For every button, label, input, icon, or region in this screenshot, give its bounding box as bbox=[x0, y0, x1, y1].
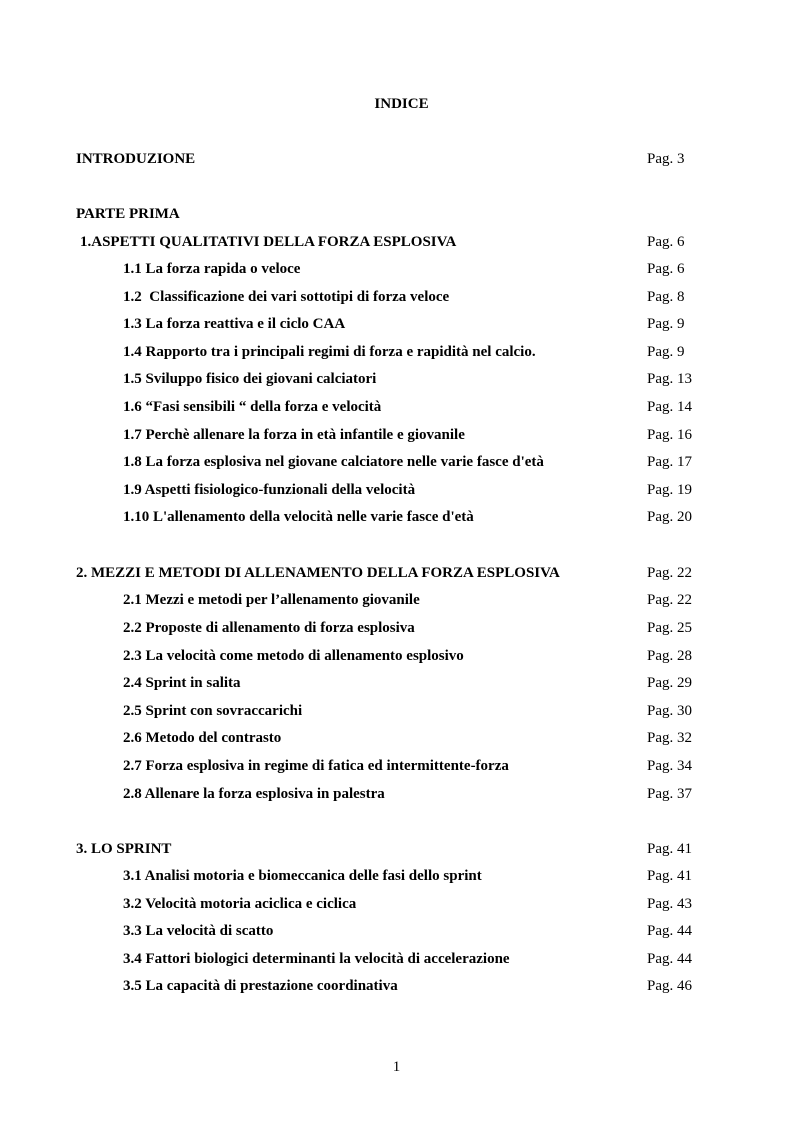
toc-entry-page: Pag. 43 bbox=[647, 896, 692, 912]
toc-entry-page: Pag. 32 bbox=[647, 730, 692, 746]
toc-entry-3-2 bbox=[0, 894, 793, 914]
toc-entry-2-7 bbox=[0, 756, 793, 776]
toc-entry-label: 1.9 Aspetti fisiologico-funzionali della velocità bbox=[123, 482, 416, 498]
toc-entry-3-4 bbox=[0, 949, 793, 969]
toc-entry-page: Pag. 41 bbox=[647, 868, 692, 884]
toc-entry-page: Pag. 13 bbox=[647, 371, 692, 387]
toc-entry-page: Pag. 46 bbox=[647, 978, 692, 994]
toc-entry-page: Pag. 37 bbox=[647, 786, 692, 802]
toc-entry-label: PARTE PRIMA bbox=[76, 206, 180, 222]
toc-entry-label: 2.5 Sprint con sovraccarichi bbox=[123, 703, 303, 719]
toc-entry-page: Pag. 9 bbox=[647, 316, 685, 332]
toc-entry-label: 1.6 “Fasi sensibili “ della forza e velocità bbox=[123, 399, 382, 415]
toc-entry-page: Pag. 16 bbox=[647, 427, 692, 443]
toc-entry-page: Pag. 6 bbox=[647, 234, 685, 250]
toc-entry-label: 1.2 Classificazione dei vari sottotipi di forza veloce bbox=[123, 289, 450, 305]
toc-entry-3-3 bbox=[0, 921, 793, 941]
toc-entry-parte-prima bbox=[0, 204, 793, 224]
toc-entry-page: Pag. 8 bbox=[647, 289, 685, 305]
toc-entry-chapter-1 bbox=[0, 232, 793, 252]
toc-entry-2-1 bbox=[0, 590, 793, 610]
toc-entry-2-6 bbox=[0, 728, 793, 748]
toc-entry-page: Pag. 22 bbox=[647, 592, 692, 608]
toc-entry-label: 3. LO SPRINT bbox=[76, 841, 172, 857]
toc-entry-label: 1.7 Perchè allenare la forza in età infantile e giovanile bbox=[123, 427, 465, 443]
toc-entry-1-4 bbox=[0, 342, 793, 362]
toc-entry-chapter-3 bbox=[0, 839, 793, 859]
toc-entry-1-2 bbox=[0, 287, 793, 307]
toc-entry-page: Pag. 9 bbox=[647, 344, 685, 360]
toc-entry-page: Pag. 6 bbox=[647, 261, 685, 277]
toc-entry-2-5 bbox=[0, 701, 793, 721]
toc-entry-label: 2.4 Sprint in salita bbox=[123, 675, 241, 691]
toc-entry-label: 3.4 Fattori biologici determinanti la velocità di accelerazione bbox=[123, 951, 510, 967]
toc-entry-label: 1.10 L'allenamento della velocità nelle varie fasce d'età bbox=[123, 509, 474, 525]
page-number: 1 bbox=[392, 1059, 401, 1075]
toc-entry-page: Pag. 14 bbox=[647, 399, 692, 415]
toc-entry-label: 3.3 La velocità di scatto bbox=[123, 923, 274, 939]
toc-entry-label: 2. MEZZI E METODI DI ALLENAMENTO DELLA FORZA ESPLOSIVA bbox=[76, 565, 560, 581]
toc-entry-page: Pag. 29 bbox=[647, 675, 692, 691]
toc-entry-2-3 bbox=[0, 646, 793, 666]
toc-entry-page: Pag. 41 bbox=[647, 841, 692, 857]
toc-entry-page: Pag. 22 bbox=[647, 565, 692, 581]
toc-entry-1-1 bbox=[0, 259, 793, 279]
toc-entry-label: 1.5 Sviluppo fisico dei giovani calciatori bbox=[123, 371, 377, 387]
toc-entry-label: INTRODUZIONE bbox=[76, 151, 196, 167]
toc-entry-page: Pag. 34 bbox=[647, 758, 692, 774]
toc-entry-label: 2.7 Forza esplosiva in regime di fatica ed intermittente-forza bbox=[123, 758, 509, 774]
toc-entry-page: Pag. 28 bbox=[647, 648, 692, 664]
toc-entry-3-5 bbox=[0, 976, 793, 996]
toc-entry-chapter-2 bbox=[0, 563, 793, 583]
toc-entry-page: Pag. 30 bbox=[647, 703, 692, 719]
toc-entry-introduzione bbox=[0, 149, 793, 169]
toc-entry-page: Pag. 44 bbox=[647, 923, 692, 939]
toc-entry-label: 3.1 Analisi motoria e biomeccanica delle fasi dello sprint bbox=[123, 868, 482, 884]
toc-entry-page: Pag. 19 bbox=[647, 482, 692, 498]
toc-entry-label: 1.1 La forza rapida o veloce bbox=[123, 261, 301, 277]
toc-entry-1-5 bbox=[0, 369, 793, 389]
toc-entry-page: Pag. 20 bbox=[647, 509, 692, 525]
toc-entry-label: 1.4 Rapporto tra i principali regimi di forza e rapidità nel calcio. bbox=[123, 344, 536, 360]
toc-entry-label: 2.6 Metodo del contrasto bbox=[123, 730, 282, 746]
toc-entry-2-2 bbox=[0, 618, 793, 638]
toc-entry-1-7 bbox=[0, 425, 793, 445]
toc-entry-label: 1.3 La forza reattiva e il ciclo CAA bbox=[123, 316, 346, 332]
page-title: INDICE bbox=[374, 96, 429, 112]
toc-entry-1-3 bbox=[0, 314, 793, 334]
toc-entry-label: 3.5 La capacità di prestazione coordinativa bbox=[123, 978, 398, 994]
toc-entry-2-4 bbox=[0, 673, 793, 693]
toc-entry-label: 2.3 La velocità come metodo di allenamento esplosivo bbox=[123, 648, 464, 664]
toc-entry-label: 2.8 Allenare la forza esplosiva in palestra bbox=[123, 786, 385, 802]
toc-entry-1-6 bbox=[0, 397, 793, 417]
toc-entry-page: Pag. 17 bbox=[647, 454, 692, 470]
toc-entry-label: 2.2 Proposte di allenamento di forza esplosiva bbox=[123, 620, 415, 636]
toc-entry-page: Pag. 25 bbox=[647, 620, 692, 636]
toc-entry-label: 1.ASPETTI QUALITATIVI DELLA FORZA ESPLOSIVA bbox=[80, 234, 457, 250]
toc-entry-2-8 bbox=[0, 784, 793, 804]
toc-entry-3-1 bbox=[0, 866, 793, 886]
toc-entry-1-9 bbox=[0, 480, 793, 500]
toc-entry-label: 1.8 La forza esplosiva nel giovane calciatore nelle varie fasce d'età bbox=[123, 454, 544, 470]
toc-entry-label: 3.2 Velocità motoria aciclica e ciclica bbox=[123, 896, 357, 912]
toc-entry-1-8 bbox=[0, 452, 793, 472]
toc-entry-1-10 bbox=[0, 507, 793, 527]
toc-entry-label: 2.1 Mezzi e metodi per l’allenamento giovanile bbox=[123, 592, 420, 608]
toc-entry-page: Pag. 44 bbox=[647, 951, 692, 967]
toc-entry-page: Pag. 3 bbox=[647, 151, 685, 167]
